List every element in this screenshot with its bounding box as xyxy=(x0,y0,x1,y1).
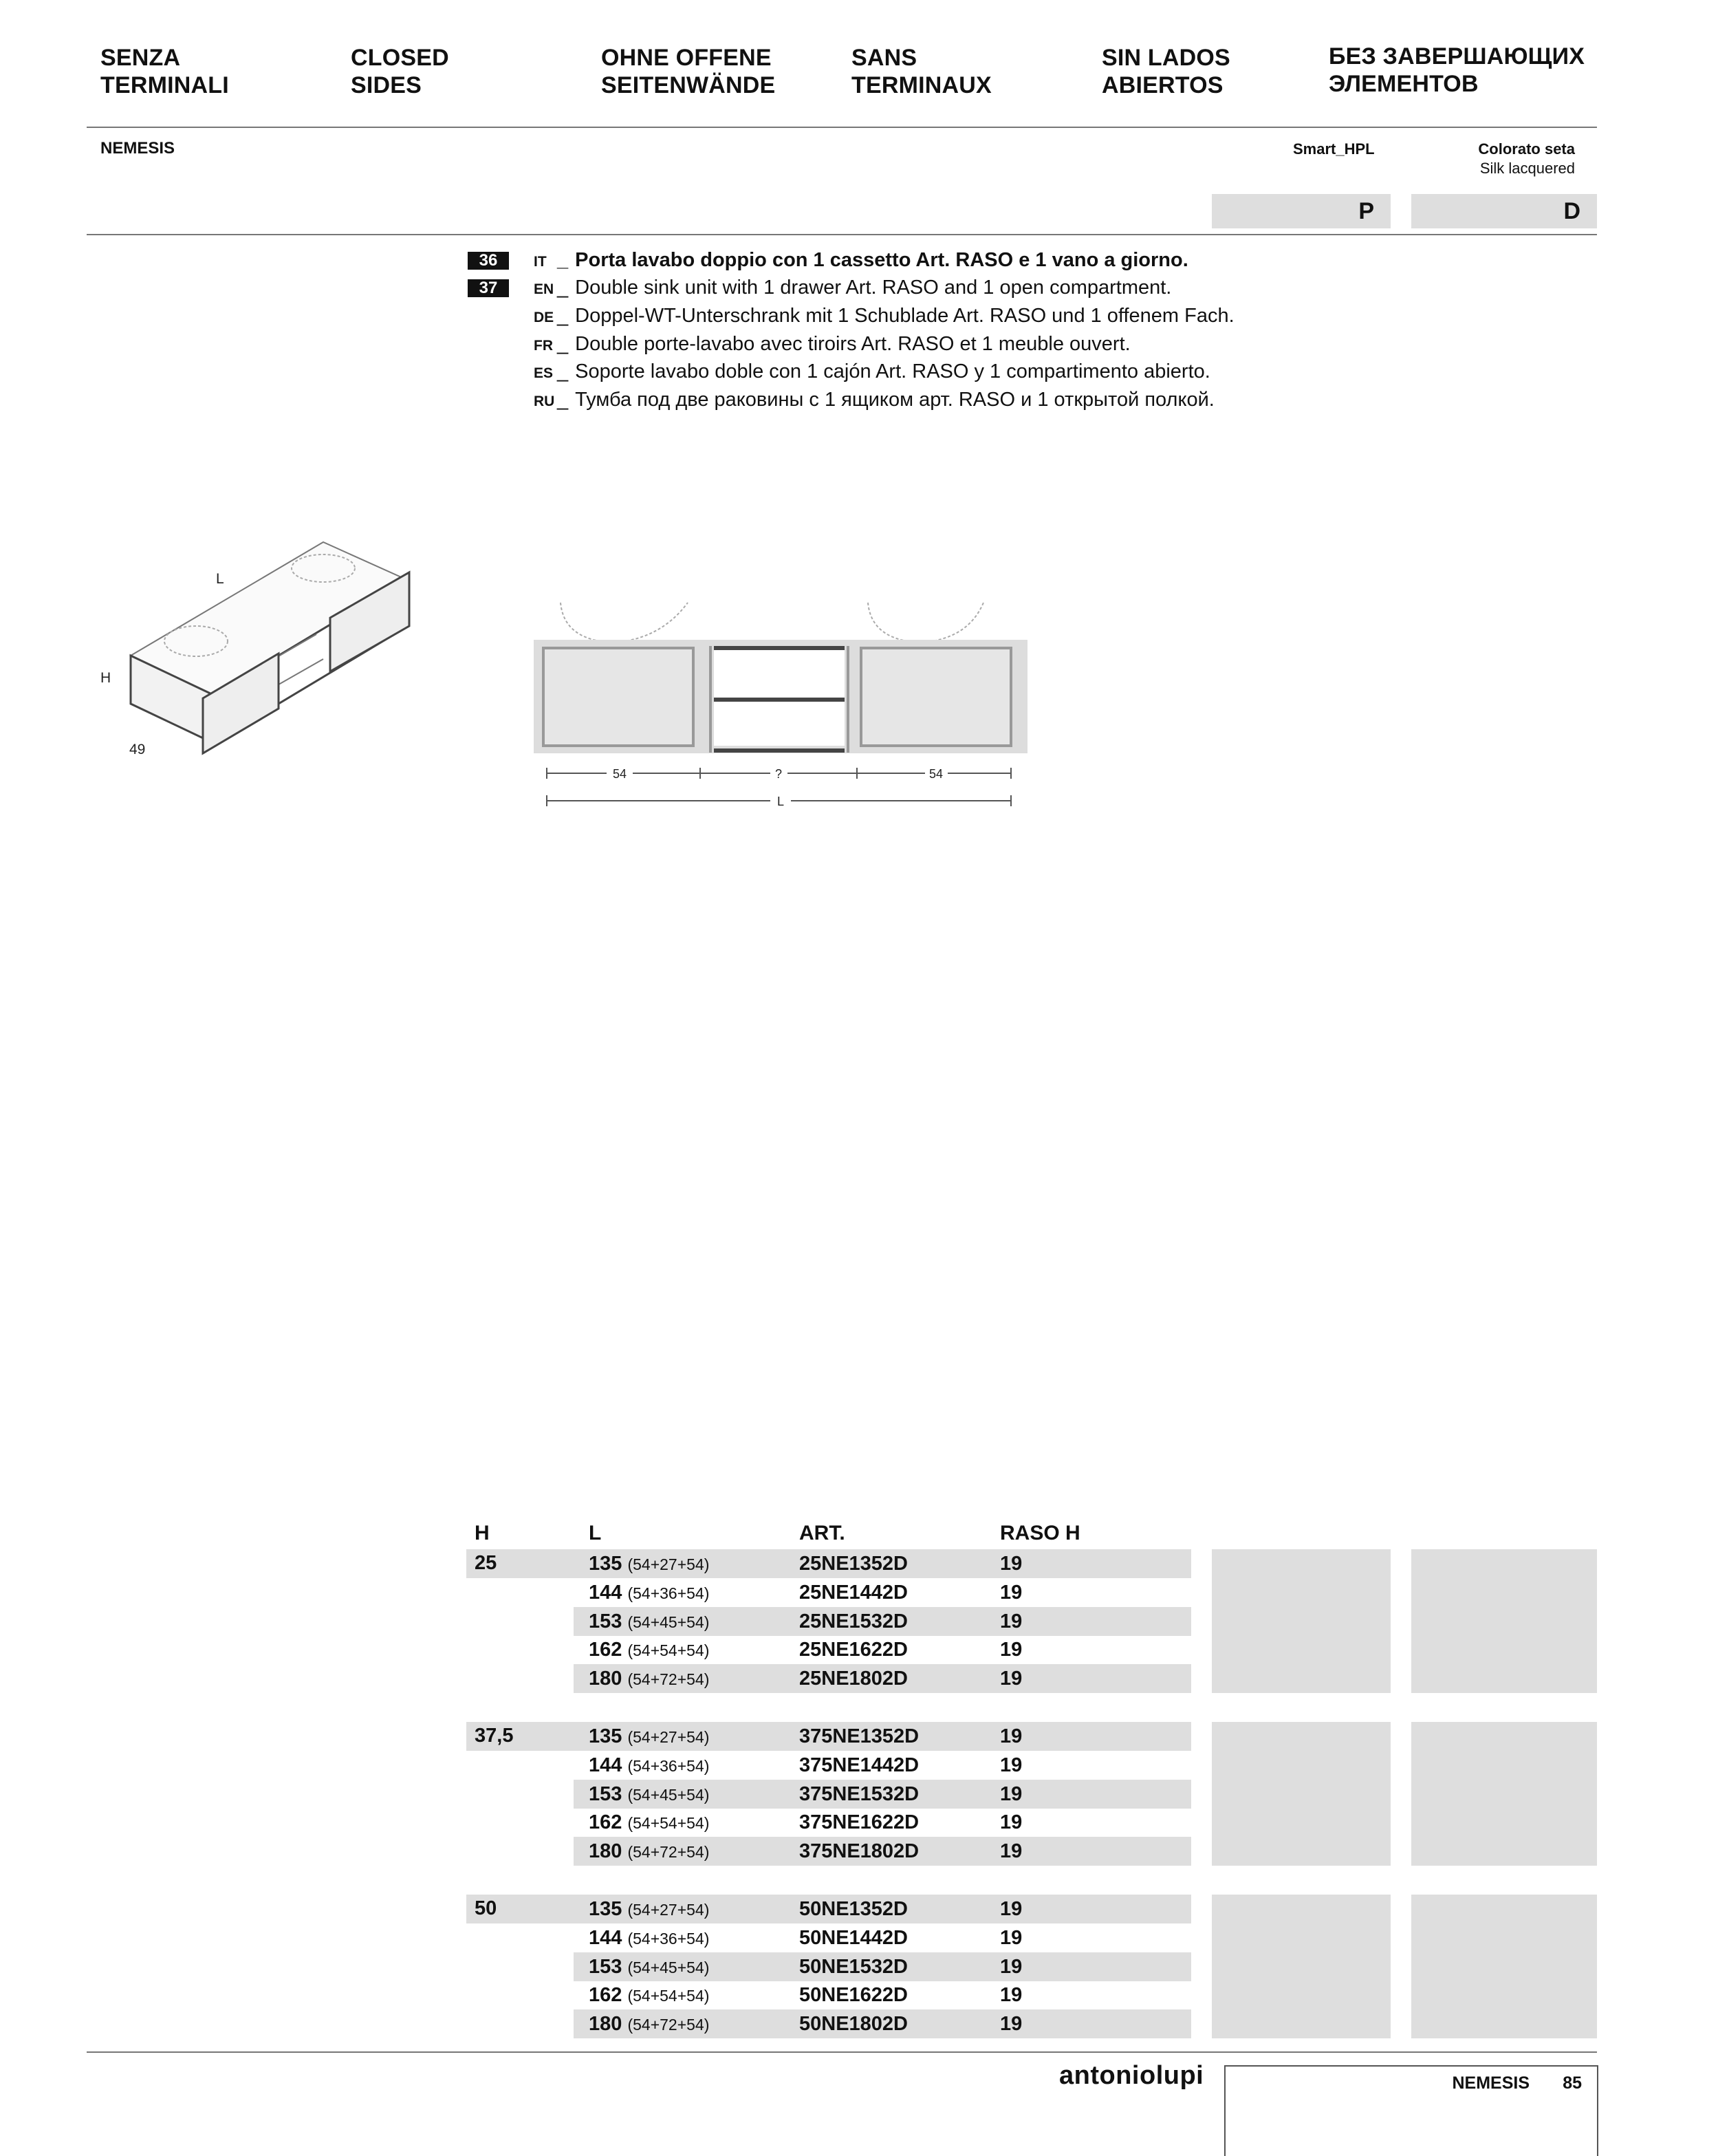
art-code: 50NE1622D xyxy=(799,1984,908,2007)
lang-code-it: IT xyxy=(534,254,547,270)
finish-p-cell xyxy=(1212,2009,1391,2038)
l-detail: (54+45+54) xyxy=(627,1613,710,1631)
finish-d-cell xyxy=(1411,1837,1597,1866)
art-code: 375NE1352D xyxy=(799,1725,920,1747)
l-cell xyxy=(589,1725,709,1749)
l-cell xyxy=(589,1926,709,1950)
art-code: 25NE1802D xyxy=(799,1668,908,1690)
header-en-line2: SIDES xyxy=(351,72,422,98)
header-de xyxy=(601,44,775,99)
description-it-text: Porta lavabo doppio con 1 cassetto Art. RASO e 1 vano a giorno. xyxy=(575,249,1188,271)
art-code: 50NE1802D xyxy=(799,2013,908,2036)
table-row xyxy=(0,1722,1718,1751)
table-row xyxy=(0,1549,1718,1578)
description-en-text: Double sink unit with 1 drawer Art. RASO and 1 open compartment. xyxy=(575,277,1172,299)
description-es: ES _ Soporte lavabo doble con 1 cajón Art. RASO y 1 compartimento abierto. xyxy=(534,358,1210,385)
finish-p-name: Smart_HPL xyxy=(1293,140,1375,158)
table-row xyxy=(0,1923,1718,1952)
l-cell xyxy=(589,1955,709,1979)
lang-code-ru: RU xyxy=(534,394,555,409)
table-row xyxy=(0,1837,1718,1866)
finish-d-cell xyxy=(1411,1578,1597,1607)
finish-p-cell xyxy=(1212,1808,1391,1837)
header-ru-line1: БЕЗ ЗАВЕРШАЮЩИХ xyxy=(1329,43,1585,69)
footer-divider xyxy=(87,2051,1597,2053)
finish-p-cell xyxy=(1212,1895,1391,1923)
finish-d-cell xyxy=(1411,1635,1597,1664)
l-value: 180 xyxy=(589,1668,622,1690)
section-divider xyxy=(87,234,1597,235)
l-detail: (54+54+54) xyxy=(627,1641,710,1660)
art-code: 375NE1532D xyxy=(799,1782,920,1805)
finish-d-cell xyxy=(1411,1549,1597,1578)
front-sink-right xyxy=(868,603,983,643)
table-row xyxy=(0,1635,1718,1664)
header-de-line2: SEITENWÄNDE xyxy=(601,72,776,98)
table-row xyxy=(0,2009,1718,2038)
brand-logo: antoniolupi xyxy=(1059,2061,1204,2090)
badge-36: 36 xyxy=(468,252,509,270)
l-cell xyxy=(589,1811,709,1835)
header-fr-line1: SANS xyxy=(851,45,917,71)
raso-value: 19 xyxy=(1000,1955,1023,1978)
finish-d-cell xyxy=(1411,2009,1597,2038)
collection-name: NEMESIS xyxy=(100,139,175,158)
iso-label-h: H xyxy=(100,670,111,686)
footer-box xyxy=(1224,2065,1598,2156)
finish-d-cell xyxy=(1411,1895,1597,1923)
l-cell xyxy=(589,1552,709,1576)
front-drawer-left xyxy=(543,648,693,746)
finish-p-cell xyxy=(1212,1952,1391,1981)
finish-p-cell xyxy=(1212,1981,1391,2009)
raso-value: 19 xyxy=(1000,1840,1023,1863)
l-detail: (54+45+54) xyxy=(627,1958,710,1976)
art-code: 25NE1622D xyxy=(799,1639,908,1661)
header-en xyxy=(351,44,449,99)
header-en-line1: CLOSED xyxy=(351,45,449,71)
l-cell xyxy=(589,1610,709,1634)
l-value: 153 xyxy=(589,1955,622,1978)
art-code: 50NE1442D xyxy=(799,1926,908,1949)
l-detail: (54+27+54) xyxy=(627,1728,710,1746)
dim-middle: ? xyxy=(774,767,783,781)
isometric-drawing xyxy=(89,530,420,770)
lang-code-fr: FR xyxy=(534,338,553,354)
finish-d-cell xyxy=(1411,1751,1597,1780)
l-detail: (54+54+54) xyxy=(627,1987,710,2005)
l-value: 144 xyxy=(589,1581,622,1604)
table-row xyxy=(0,1578,1718,1607)
finish-p-cell xyxy=(1212,1751,1391,1780)
col-header-art: ART. xyxy=(799,1522,845,1544)
description-ru-text: Тумба под две раковины с 1 ящиком арт. RASO и 1 открытой полкой. xyxy=(575,389,1215,411)
raso-value: 19 xyxy=(1000,1553,1023,1575)
l-detail: (54+72+54) xyxy=(627,2016,710,2034)
l-cell xyxy=(589,1782,709,1807)
header-es-line2: ABIERTOS xyxy=(1102,72,1224,98)
finish-p-cell xyxy=(1212,1837,1391,1866)
badge-37: 37 xyxy=(468,279,509,297)
raso-value: 19 xyxy=(1000,2013,1023,2036)
raso-value: 19 xyxy=(1000,1725,1023,1747)
finish-p-cell xyxy=(1212,1607,1391,1636)
header-it-line2: TERMINALI xyxy=(100,72,229,98)
description-es-text: Soporte lavabo doble con 1 cajón Art. RASO y 1 compartimento abierto. xyxy=(575,360,1210,382)
header-ru xyxy=(1329,43,1585,98)
l-cell xyxy=(589,1897,709,1921)
table-row xyxy=(0,1952,1718,1981)
description-fr: FR _ Double porte-lavabo avec tiroirs Art. RASO et 1 meuble ouvert. xyxy=(534,330,1131,358)
raso-value: 19 xyxy=(1000,1898,1023,1920)
finish-d-subname: Silk lacquered xyxy=(1479,160,1575,177)
art-code: 50NE1532D xyxy=(799,1955,908,1978)
table-row xyxy=(0,1895,1718,1923)
description-it: IT _ Porta lavabo doppio con 1 cassetto Art. RASO e 1 vano a giorno. xyxy=(534,246,1188,274)
l-cell xyxy=(589,1840,709,1864)
finish-d-cell xyxy=(1411,1981,1597,2009)
l-value: 153 xyxy=(589,1782,622,1805)
finish-d-cell xyxy=(1411,1722,1597,1751)
description-ru: RU _ Тумба под две раковины с 1 ящиком арт. RASO и 1 открытой полкой. xyxy=(534,386,1215,413)
l-value: 153 xyxy=(589,1610,622,1632)
art-code: 375NE1622D xyxy=(799,1811,920,1834)
finish-p-cell xyxy=(1212,1549,1391,1578)
l-value: 162 xyxy=(589,1639,622,1661)
finish-d-cell xyxy=(1411,1923,1597,1952)
header-de-line1: OHNE OFFENE xyxy=(601,45,772,71)
art-code: 375NE1442D xyxy=(799,1754,920,1776)
finish-d-name: Colorato seta xyxy=(1478,140,1575,158)
description-de-text: Doppel-WT-Unterschrank mit 1 Schublade Art. RASO und 1 offenem Fach. xyxy=(575,305,1235,327)
finish-d-cell xyxy=(1411,1808,1597,1837)
l-cell xyxy=(589,1638,709,1662)
art-code: 50NE1352D xyxy=(799,1898,908,1920)
l-detail: (54+36+54) xyxy=(627,1756,710,1775)
table-row xyxy=(0,1607,1718,1636)
h-value: 25 xyxy=(475,1552,497,1574)
raso-value: 19 xyxy=(1000,1984,1023,2007)
l-detail: (54+27+54) xyxy=(627,1901,710,1919)
front-drawing xyxy=(530,592,1032,812)
table-row xyxy=(0,1664,1718,1693)
front-sink-left xyxy=(561,603,688,643)
l-value: 135 xyxy=(589,1553,622,1575)
l-detail: (54+36+54) xyxy=(627,1584,710,1602)
finish-d-box xyxy=(1411,194,1597,228)
finish-p-code: P xyxy=(1358,198,1374,224)
art-code: 25NE1352D xyxy=(799,1553,908,1575)
table-row xyxy=(0,1981,1718,2009)
table-row xyxy=(0,1780,1718,1809)
raso-value: 19 xyxy=(1000,1610,1023,1632)
lang-code-en: EN xyxy=(534,281,554,297)
dim-right: 54 xyxy=(928,767,944,781)
header-it-line1: SENZA xyxy=(100,45,181,71)
l-cell xyxy=(589,1754,709,1778)
finish-p-box xyxy=(1212,194,1391,228)
l-value: 144 xyxy=(589,1926,622,1949)
lang-code-es: ES xyxy=(534,365,554,381)
description-en: EN _ Double sink unit with 1 drawer Art. RASO and 1 open compartment. xyxy=(534,274,1171,301)
dim-left: 54 xyxy=(612,767,627,781)
finish-d-cell xyxy=(1411,1664,1597,1693)
header-fr-line2: TERMINAUX xyxy=(851,72,992,98)
front-drawer-right xyxy=(861,648,1011,746)
description-fr-text: Double porte-lavabo avec tiroirs Art. RASO et 1 meuble ouvert. xyxy=(575,333,1131,355)
raso-value: 19 xyxy=(1000,1782,1023,1805)
art-code: 375NE1802D xyxy=(799,1840,920,1863)
header-es-line1: SIN LADOS xyxy=(1102,45,1230,71)
art-code: 25NE1442D xyxy=(799,1581,908,1604)
l-value: 144 xyxy=(589,1754,622,1776)
col-header-raso: RASO H xyxy=(1000,1522,1080,1544)
finish-d-cell xyxy=(1411,1780,1597,1809)
l-detail: (54+27+54) xyxy=(627,1555,710,1573)
l-cell xyxy=(589,1983,709,2007)
l-cell xyxy=(589,1667,709,1691)
l-detail: (54+54+54) xyxy=(627,1814,710,1833)
l-value: 180 xyxy=(589,2013,622,2036)
page-number: 85 xyxy=(1563,2073,1582,2093)
l-detail: (54+36+54) xyxy=(627,1929,710,1948)
raso-value: 19 xyxy=(1000,1811,1023,1834)
iso-label-l: L xyxy=(216,571,224,587)
l-detail: (54+72+54) xyxy=(627,1843,710,1862)
footer-collection: NEMESIS xyxy=(1452,2073,1530,2093)
header-es xyxy=(1102,44,1230,99)
col-header-h: H xyxy=(475,1522,490,1544)
l-value: 135 xyxy=(589,1898,622,1920)
finish-d-cell xyxy=(1411,1607,1597,1636)
l-value: 180 xyxy=(589,1840,622,1863)
description-de: DE _ Doppel-WT-Unterschrank mit 1 Schublade Art. RASO und 1 offenem Fach. xyxy=(534,302,1235,330)
finish-p-cell xyxy=(1212,1780,1391,1809)
finish-p-cell xyxy=(1212,1722,1391,1751)
finish-p-cell xyxy=(1212,1664,1391,1693)
art-code: 25NE1532D xyxy=(799,1610,908,1632)
table-row xyxy=(0,1808,1718,1837)
col-header-l: L xyxy=(589,1522,602,1544)
finish-p-cell xyxy=(1212,1635,1391,1664)
l-detail: (54+72+54) xyxy=(627,1670,710,1689)
raso-value: 19 xyxy=(1000,1639,1023,1661)
l-detail: (54+45+54) xyxy=(627,1785,710,1804)
l-cell xyxy=(589,2012,709,2036)
table-row xyxy=(0,1751,1718,1780)
l-value: 162 xyxy=(589,1811,622,1834)
finish-d-cell xyxy=(1411,1952,1597,1981)
header-ru-line2: ЭЛЕМЕНТОВ xyxy=(1329,71,1479,97)
front-open-compartment xyxy=(714,648,845,746)
raso-value: 19 xyxy=(1000,1581,1023,1604)
finish-p-cell xyxy=(1212,1578,1391,1607)
header-fr xyxy=(851,44,992,99)
h-value: 37,5 xyxy=(475,1725,514,1747)
header-it xyxy=(100,44,229,99)
finish-p-cell xyxy=(1212,1923,1391,1952)
l-value: 162 xyxy=(589,1984,622,2007)
dim-total: L xyxy=(776,795,785,808)
iso-label-depth: 49 xyxy=(129,742,146,757)
l-value: 135 xyxy=(589,1725,622,1747)
raso-value: 19 xyxy=(1000,1754,1023,1776)
raso-value: 19 xyxy=(1000,1926,1023,1949)
raso-value: 19 xyxy=(1000,1668,1023,1690)
h-value: 50 xyxy=(475,1897,497,1919)
l-cell xyxy=(589,1581,709,1605)
lang-code-de: DE xyxy=(534,310,554,325)
finish-d-code: D xyxy=(1563,198,1580,224)
header-divider xyxy=(87,127,1597,128)
